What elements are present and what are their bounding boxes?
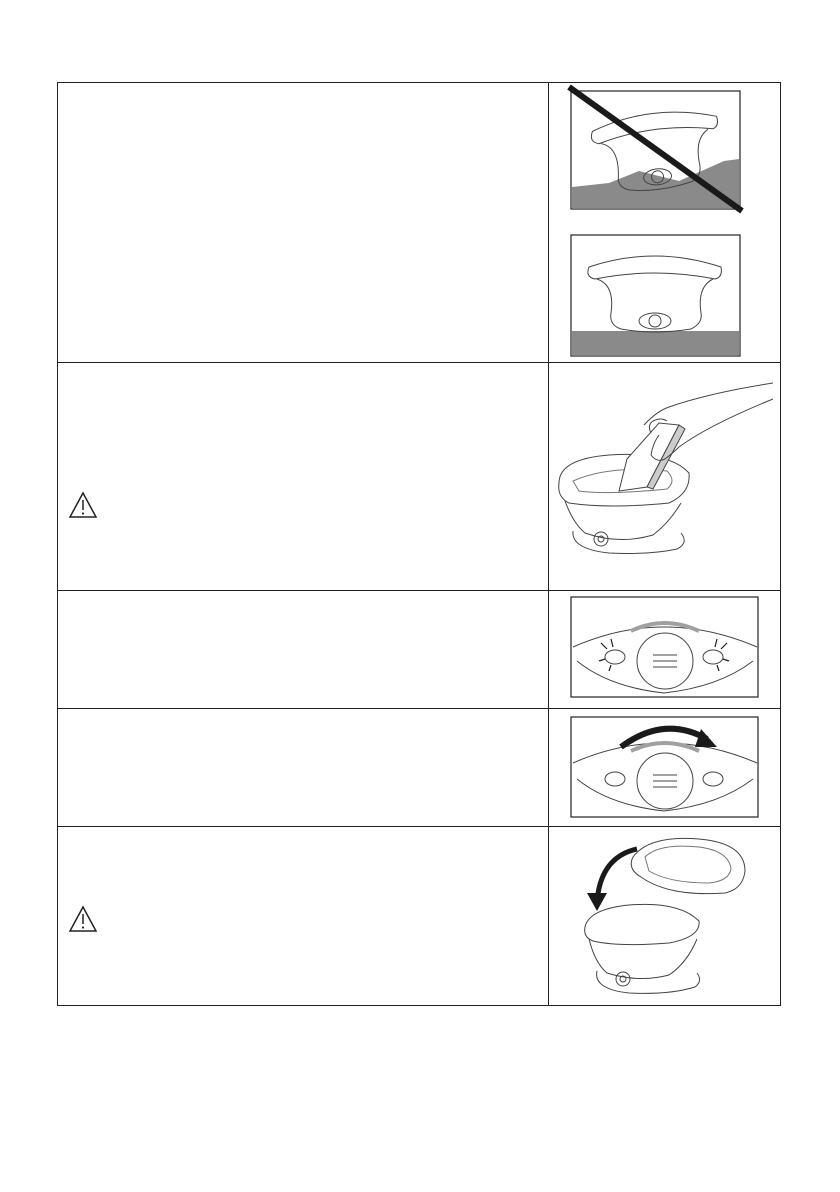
step-5-figure-cell — [549, 827, 781, 1006]
step-1-figure-cell — [549, 83, 781, 363]
indicator-lights-on-icon — [549, 591, 780, 708]
step-2-figure-cell — [549, 363, 781, 591]
step-row-4 — [58, 709, 781, 827]
step-3-text — [58, 591, 548, 619]
step-row-2 — [58, 363, 781, 591]
step-row-3 — [58, 591, 781, 709]
step-4-text — [58, 709, 548, 737]
warning-triangle-icon — [68, 905, 98, 933]
place-lid-on-bath-icon — [549, 827, 780, 1005]
step-row-1 — [58, 83, 781, 363]
instruction-table — [57, 82, 781, 1006]
step-5-text-cell — [58, 827, 549, 1006]
step-4-text-cell — [58, 709, 549, 827]
step-4-figure-cell — [549, 709, 781, 827]
turn-dial-clockwise-icon — [549, 709, 780, 826]
step-1-text-cell — [58, 83, 549, 363]
step-2-text — [58, 363, 548, 391]
hand-inserting-wax-block-icon — [549, 363, 780, 590]
warning-triangle-icon — [68, 491, 98, 519]
step-3-text-cell — [58, 591, 549, 709]
step-1-text — [58, 83, 548, 111]
level-surface-correct-icon — [549, 229, 780, 369]
step-2-text-cell — [58, 363, 549, 591]
step-row-5 — [58, 827, 781, 1006]
step-3-figure-cell — [549, 591, 781, 709]
step-5-text — [58, 827, 548, 855]
